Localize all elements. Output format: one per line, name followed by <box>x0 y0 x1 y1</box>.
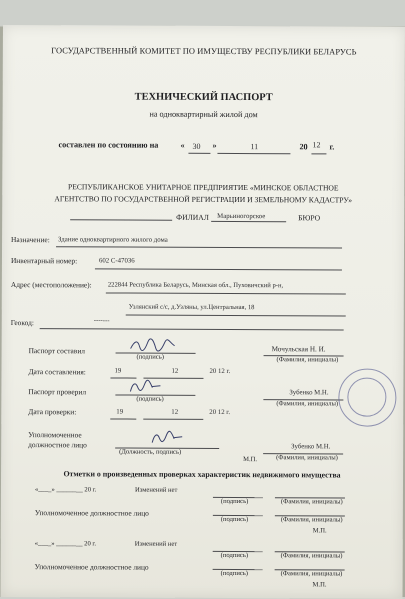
compile-month: 12 <box>171 367 179 375</box>
state-date-label: составлен по состоянию на <box>58 140 159 150</box>
check-2-name-hint: (Фамилия, инициалы) <box>280 552 343 560</box>
geocode-underline <box>40 328 344 330</box>
check-2-mp: М.П. <box>312 581 327 589</box>
check-month-line <box>143 419 203 420</box>
compiled-by-name: Мочульская Н. И. <box>271 345 326 354</box>
checked-name-hint: (Фамилия, инициалы) <box>276 400 339 408</box>
official-mp: М.П. <box>243 456 258 464</box>
check-2-changes: Изменений нет <box>134 540 178 548</box>
state-year: 12 <box>312 140 321 150</box>
check-1-official-name-hint: (Фамилия, инициалы) <box>280 516 343 524</box>
checked-by-label: Паспорт проверил <box>28 387 87 397</box>
inventory-label: Инвентарный номер: <box>10 256 78 266</box>
official-label-line-1: Уполномоченное <box>28 430 82 440</box>
check-2-official-sign-hint: (подпись) <box>220 569 248 578</box>
branch-underline <box>211 221 286 222</box>
check-1-mp: М.П. <box>312 527 327 535</box>
inventory-underline <box>95 268 342 270</box>
official-name: Зубенко М.Н. <box>291 443 331 451</box>
checked-by-name: Зубенко М.Н. <box>289 389 329 397</box>
check-2-sign-hint: (подпись) <box>220 551 249 560</box>
day-underline <box>188 153 210 154</box>
check-date-label: Дата проверки: <box>28 407 77 417</box>
bureau-label: БЮРО <box>298 213 321 223</box>
passport-sheet <box>1 25 405 599</box>
check-1-date: «____» ________ 20 г. <box>34 486 97 494</box>
check-2-date: «____» ________ 20 г. <box>34 540 97 548</box>
address-line-2: Узлянский с/с, д.Узляны, ул.Центральная, 18 <box>128 303 255 312</box>
agency-line-1: РЕСПУБЛИКАНСКОЕ УНИТАРНОЕ ПРЕДПРИЯТИЕ «МИНСКОЕ ОБЛАСТНОЕ <box>67 182 339 193</box>
purpose-label: Назначение: <box>11 235 50 245</box>
inventory-value: 602 С-47036 <box>98 257 135 265</box>
geocode-value: ------- <box>93 317 110 325</box>
state-month: 11 <box>250 142 259 152</box>
check-1-official: Уполномоченное должностное лицо <box>34 508 149 518</box>
check-1-official-sign-hint: (подпись) <box>220 515 249 524</box>
document-title: ТЕХНИЧЕСКИЙ ПАСПОРТ <box>134 91 273 104</box>
official-signature <box>149 429 185 447</box>
agency-line-2: АГЕНТСТВО ПО ГОСУДАРСТВЕННОЙ РЕГИСТРАЦИИ И ЗЕМЕЛЬНОМУ КАДАСТРУ» <box>54 194 353 205</box>
checker-signature <box>127 378 163 396</box>
check-2-official-name-hint: (Фамилия, инициалы) <box>280 570 343 578</box>
compile-year: 20 12 г. <box>209 367 231 375</box>
compiled-signature-hint: (подпись) <box>136 353 164 361</box>
branch-label: ФИЛИАЛ <box>176 212 209 222</box>
branch-value: Марьиногорское <box>217 212 266 221</box>
compiled-by-label: Паспорт составил <box>28 346 86 356</box>
compiler-signature <box>129 337 177 353</box>
official-stamp <box>338 368 396 426</box>
compile-day: 19 <box>114 367 122 375</box>
branch-left-underline <box>70 219 172 220</box>
year-suffix: г. <box>329 142 335 152</box>
purpose-value: Здание одноквартирного жилого дома <box>58 236 168 244</box>
checks-heading: Отметки о произведенных проверках характеристик недвижимого имущества <box>63 469 341 480</box>
month-underline <box>217 153 290 154</box>
address-underline-1 <box>106 292 346 294</box>
check-1-changes: Изменений нет <box>134 486 178 494</box>
quote-close: » <box>212 140 217 150</box>
check-1-name-hint: (Фамилия, инициалы) <box>280 498 343 506</box>
official-label-line-2: должностное лицо <box>28 440 87 450</box>
year-underline <box>311 153 326 154</box>
state-day: 30 <box>192 141 201 151</box>
compiled-name-hint: (Фамилия, инициалы) <box>276 356 339 364</box>
check-day: 19 <box>116 408 124 416</box>
year-prefix: 20 <box>299 142 308 152</box>
committee-heading: ГОСУДАРСТВЕННЫЙ КОМИТЕТ ПО ИМУЩЕСТВУ РЕСПУБЛИКИ БЕЛАРУСЬ <box>51 46 357 57</box>
document-subtitle: на одноквартирный жилой дом <box>149 109 258 120</box>
official-name-hint: (Фамилия, инициалы) <box>276 454 338 462</box>
check-month: 12 <box>171 408 179 416</box>
checked-signature-hint: (подпись) <box>136 395 164 403</box>
address-line-1: 222844 Республика Беларусь, Минская обл., Пуховичский р-н, <box>107 281 284 290</box>
check-year: 20 12 г. <box>209 408 231 416</box>
official-position-hint: (Должность, подпись) <box>119 448 182 456</box>
geocode-label: Геокод: <box>10 318 34 328</box>
quote-open: « <box>180 140 185 150</box>
check-1-sign-hint: (подпись) <box>220 497 249 506</box>
purpose-underline <box>56 246 342 248</box>
check-2-official: Уполномоченное должностное лицо <box>34 562 149 572</box>
compile-date-label: Дата составления: <box>28 367 86 377</box>
address-underline-2 <box>126 315 346 317</box>
check-day-line <box>110 418 136 419</box>
address-label: Адрес (местоположение): <box>10 280 92 290</box>
